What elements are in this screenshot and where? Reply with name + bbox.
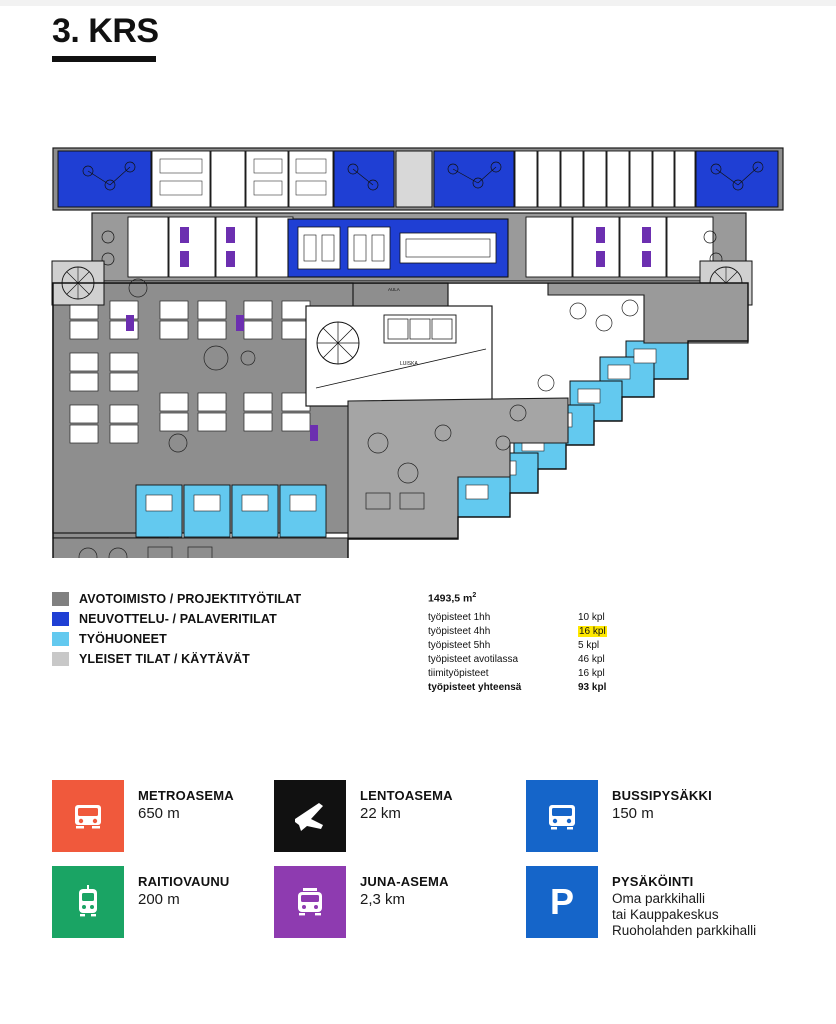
legend-swatch-common (52, 652, 69, 666)
floor-area (428, 592, 688, 605)
transport-extra-parking-2: Ruoholahden parkkihalli (612, 922, 757, 938)
transport-title-bus: BUSSIPYSÄKKI (612, 788, 712, 803)
floor-plan[interactable] (48, 143, 788, 558)
stat-label-total: työpisteet yhteensä (428, 681, 522, 693)
plan-top-band (53, 148, 783, 210)
stat-label-5hh: työpisteet 5hh (428, 639, 491, 651)
legend-label-common: YLEISET TILAT / KÄYTÄVÄT (79, 652, 250, 666)
transport-item-metro (52, 780, 274, 852)
stat-value-1hh: 10 kpl (578, 611, 605, 623)
legend-label-open-office: AVOTOIMISTO / PROJEKTITYÖTILAT (79, 592, 302, 606)
svg-text:AULA: AULA (388, 287, 400, 292)
stat-value-total: 93 kpl (578, 681, 607, 693)
stat-row (428, 626, 688, 637)
legend-swatch-workroom (52, 632, 69, 646)
legend-item (52, 652, 382, 666)
transport-text (612, 780, 712, 823)
parking-icon (526, 866, 598, 938)
transport-text (360, 780, 453, 823)
transport-row-1 (52, 780, 792, 852)
tram-icon (52, 866, 124, 938)
transport-text (360, 866, 449, 909)
transport-value-metro: 650 m (138, 805, 180, 822)
legend-swatch-open-office (52, 592, 69, 606)
stat-row (428, 668, 688, 679)
transport-title-parking: PYSÄKÖINTI (612, 874, 694, 889)
transport-title-airport: LENTOASEMA (360, 788, 453, 803)
legend-item (52, 612, 382, 626)
space-type-legend (52, 592, 382, 672)
stat-row-total (428, 682, 688, 693)
floor-area-unit-exponent: 2 (472, 592, 477, 599)
transport-value-train: 2,3 km (360, 891, 406, 908)
transport-item-train (274, 866, 526, 939)
page-title-block (52, 14, 159, 62)
stat-value-4hh: 16 kpl (579, 625, 606, 637)
train-icon (274, 866, 346, 938)
transport-title-train: JUNA-ASEMA (360, 874, 449, 889)
metro-icon (52, 780, 124, 852)
transport-item-tram (52, 866, 274, 939)
transport-text (138, 866, 230, 909)
transport-text (138, 780, 234, 823)
transport-value-airport: 22 km (360, 805, 401, 822)
legend-swatch-meeting (52, 612, 69, 626)
floor-statistics (428, 592, 688, 696)
transport-row-2 (52, 866, 792, 939)
transport-value-bus: 150 m (612, 805, 654, 822)
bus-icon (526, 780, 598, 852)
stat-label-open: työpisteet avotilassa (428, 653, 519, 665)
airplane-icon (274, 780, 346, 852)
top-strip (0, 0, 836, 6)
stat-value-open: 46 kpl (578, 653, 605, 665)
stat-value-5hh: 5 kpl (578, 639, 600, 651)
svg-text:P: P (549, 881, 575, 922)
legend-item (52, 632, 382, 646)
transport-value-tram: 200 m (138, 891, 180, 908)
legend-label-workroom: TYÖHUONEET (79, 632, 167, 646)
page-title: 3. KRS (52, 12, 159, 50)
transport-title-metro: METROASEMA (138, 788, 234, 803)
svg-text:LUISKA: LUISKA (400, 361, 418, 367)
stat-label-4hh: työpisteet 4hh (428, 625, 491, 637)
title-underline (52, 56, 156, 62)
stat-row (428, 640, 688, 651)
stat-row (428, 612, 688, 623)
plan-second-band (92, 213, 746, 281)
stat-label-team: tiimityöpisteet (428, 667, 489, 679)
transport-item-airport (274, 780, 526, 852)
stat-label-1hh: työpisteet 1hh (428, 611, 491, 623)
legend-label-meeting: NEUVOTTELU- / PALAVERITILAT (79, 612, 277, 626)
floor-area-value: 1493,5 m (428, 592, 473, 605)
transport-item-bus (526, 780, 786, 852)
stat-value-team: 16 kpl (578, 667, 605, 679)
transport-title-tram: RAITIOVAUNU (138, 874, 230, 889)
transport-connections (52, 780, 792, 953)
transport-extra-parking-1: tai Kauppakeskus (612, 906, 719, 922)
stat-row (428, 654, 688, 665)
transport-item-parking (526, 866, 786, 939)
transport-value-parking: Oma parkkihalli (612, 891, 706, 906)
transport-text (612, 866, 756, 939)
legend-item (52, 592, 382, 606)
